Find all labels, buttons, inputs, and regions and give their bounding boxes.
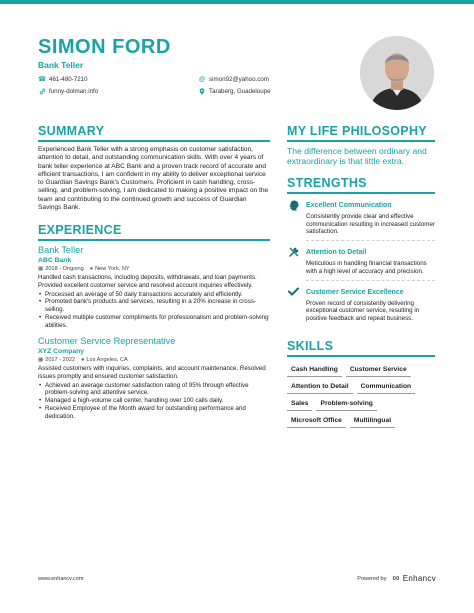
- skill-tag: Attention to Detail: [287, 379, 353, 394]
- job-location: [90, 266, 130, 272]
- strength-item: [287, 287, 435, 323]
- calendar-icon: ▦: [38, 266, 44, 273]
- strength-description: Meticulous in handling financial transactions with a high level of accuracy and precision.: [306, 260, 427, 275]
- contact-phone[interactable]: [38, 75, 198, 84]
- summary-section: [38, 124, 270, 212]
- summary-text: Experienced Bank Teller with a strong emphasis on customer satisfaction, attention to detail, and outstanding communication skills. With over 4 years of bank teller experience at ABC Bank and a proven track record of accurate and efficient transactions, I am confident in my ability to deliver exceptional service to Guardian Savings Bank's Customers. Proficient in cash handling, cross-selling, and problem-solving, I am dedicated to making a positive impact on the team and contributing to the continued growth and success of Guardian Savings Bank.: [38, 146, 269, 212]
- company-name: ABC Bank: [38, 257, 72, 265]
- location-text: Taraberg, Guadeloupe: [209, 88, 271, 95]
- top-accent-bar: [0, 0, 474, 4]
- job-meta: [38, 266, 270, 272]
- contact-email[interactable]: [198, 75, 328, 84]
- powered-by-text: Powered by: [357, 575, 387, 582]
- profile-photo: [360, 36, 434, 110]
- skills-divider: [287, 355, 435, 357]
- dashed-divider: [306, 240, 435, 241]
- tools-icon: [287, 247, 300, 258]
- contact-website[interactable]: [38, 87, 198, 96]
- head-icon: [287, 200, 300, 211]
- job-title: Customer Service Representative: [38, 336, 176, 347]
- check-icon: [287, 287, 300, 298]
- brand-logo[interactable]: [392, 573, 436, 584]
- experience-heading: EXPERIENCE: [38, 223, 122, 238]
- job-bullet: • Achieved an average customer satisfaction rating of 95% through effective problem-solving and attentive service.: [38, 382, 270, 397]
- strengths-divider: [287, 192, 435, 194]
- job-entry-2: [38, 336, 270, 420]
- philosophy-text: The difference between ordinary and extraordinary is that little extra.: [287, 146, 427, 166]
- phone-text: 461-480-7210: [49, 76, 88, 83]
- contact-location: [198, 87, 328, 96]
- job-bullets: [38, 382, 270, 421]
- candidate-name: SIMON FORD: [38, 36, 171, 58]
- job-entry-1: [38, 245, 270, 329]
- left-column: [38, 124, 270, 420]
- job-dates-text: 2018 - Ongoing: [45, 266, 84, 273]
- brand-name: Enhancv: [402, 574, 436, 583]
- company-name: XYZ Company: [38, 348, 85, 356]
- strength-description: Proven record of consistently delivering exceptional customer service, resulting in positive feedback and repeat business.: [306, 299, 420, 322]
- experience-divider: [38, 239, 270, 241]
- strengths-section: [287, 176, 435, 323]
- right-column: [287, 124, 435, 428]
- footer-website[interactable]: www.enhancv.com: [38, 576, 84, 582]
- strengths-heading: STRENGTHS: [287, 176, 367, 190]
- skill-list: [287, 360, 435, 428]
- experience-section: [38, 223, 270, 420]
- strength-item: [287, 247, 435, 280]
- summary-divider: [38, 140, 270, 142]
- strength-title: Excellent Communication: [306, 202, 392, 209]
- pin-icon: ●: [89, 266, 94, 273]
- pin-icon: ●: [81, 357, 85, 364]
- summary-heading: SUMMARY: [38, 124, 105, 138]
- link-icon: [38, 88, 46, 96]
- job-description: Handled cash transactions, including deposits, withdrawals, and loan payments. Provided excellent customer service and resolved account inquiries effectively.: [38, 274, 257, 290]
- calendar-icon: ▦: [38, 357, 44, 364]
- skills-section: [287, 339, 435, 428]
- footer-branding: [357, 573, 436, 584]
- contact-list: [38, 75, 338, 96]
- skill-tag: Sales: [287, 396, 312, 411]
- skill-tag: Communication: [357, 379, 416, 394]
- skill-tag: Multilingual: [350, 413, 395, 428]
- at-icon: @: [198, 75, 206, 83]
- philosophy-section: [287, 124, 435, 166]
- skill-tag: Cash Handling: [287, 362, 342, 377]
- philosophy-divider: [287, 140, 435, 142]
- job-location: [81, 357, 128, 363]
- job-bullet: • Received Employee of the Month award for outstanding performance and dedication.: [38, 405, 270, 420]
- skill-tag: Customer Service: [346, 362, 411, 377]
- job-dates: [38, 266, 84, 272]
- phone-icon: ☎: [38, 75, 47, 83]
- job-bullets: [38, 291, 270, 330]
- dashed-divider: [306, 280, 435, 281]
- job-location-text: New York, NY: [95, 266, 130, 273]
- job-location-text: Los Angeles, CA: [86, 357, 128, 364]
- job-bullet: • Managed a high-volume call center, handling over 100 calls daily.: [38, 397, 270, 405]
- philosophy-heading: MY LIFE PHILOSOPHY: [287, 124, 427, 138]
- skill-tag: Problem-solving: [316, 396, 376, 411]
- job-description: Assisted customers with inquiries, complaints, and account maintenance. Resolved issues promptly and ensured customer satisfaction.: [38, 365, 266, 380]
- job-title: Bank Teller: [38, 245, 84, 256]
- strength-description: Consistently provide clear and effective communication resulting in increased customer satisfaction.: [306, 213, 435, 236]
- job-bullet: • Received multiple customer compliments for professionalism and problem-solving abilities.: [38, 314, 270, 329]
- pin-icon: [198, 88, 206, 96]
- skill-tag: Microsoft Office: [287, 413, 346, 428]
- strength-item: [287, 200, 435, 241]
- job-dates-text: 2017 - 2022: [45, 357, 76, 364]
- infinity-icon: ∞: [392, 573, 400, 584]
- job-dates: [38, 357, 75, 363]
- strength-title: Customer Service Excellence: [306, 288, 404, 296]
- job-bullet: • Processed an average of 50 daily transactions accurately and efficiently.: [38, 291, 270, 299]
- header: [38, 36, 338, 96]
- email-text: simon92@yahoo.com: [209, 76, 269, 83]
- strength-title: Attention to Detail: [306, 249, 367, 257]
- skills-heading: SKILLS: [287, 338, 334, 353]
- job-meta: [38, 357, 270, 363]
- job-bullet: • Promoted bank's products and services, resulting in a 20% increase in cross-selling.: [38, 298, 270, 313]
- candidate-role: Bank Teller: [38, 60, 84, 70]
- website-text: funny-dolman.info: [49, 88, 99, 95]
